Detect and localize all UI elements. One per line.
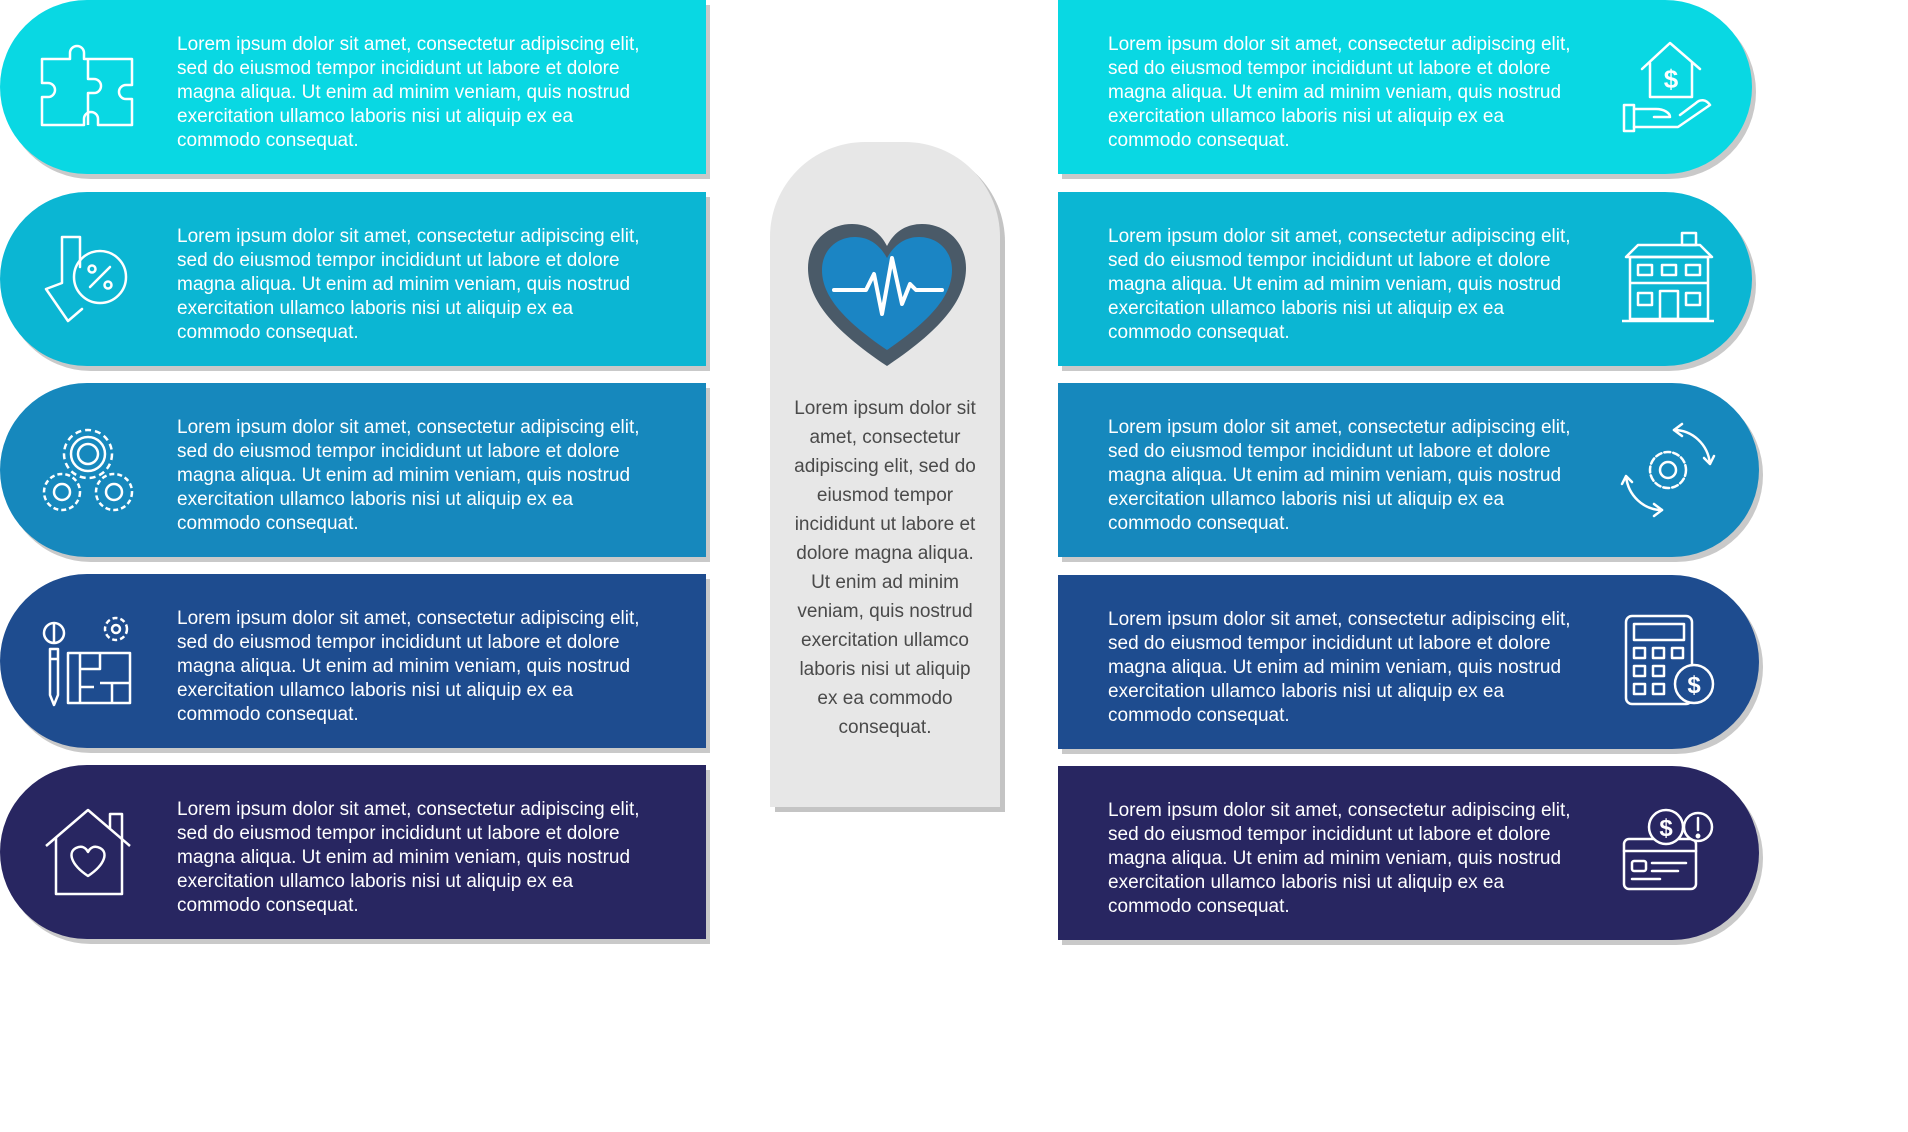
- building-icon: [1620, 231, 1716, 327]
- center-panel: [770, 142, 1000, 807]
- svg-text:$: $: [1663, 64, 1679, 94]
- right-card-5-text: Lorem ipsum dolor sit amet, consectetur adipiscing elit, sed do eiusmod tempor incididunt ut labore et dolore magna aliqua. Ut enim ad minim veniam, quis nostrud exercitation ullamco laboris nisi ut aliquip ex ea commodo consequat.: [1108, 800, 1571, 917]
- right-card-1: [1058, 0, 1752, 174]
- right-card-2-text: Lorem ipsum dolor sit amet, consectetur adipiscing elit, sed do eiusmod tempor incididunt ut labore et dolore magna aliqua. Ut enim ad minim veniam, quis nostrud exercitation ullamco laboris nisi ut aliquip ex ea commodo consequat.: [1108, 226, 1571, 343]
- gears-icon: [40, 422, 136, 518]
- left-card-4-text: Lorem ipsum dolor sit amet, consectetur adipiscing elit, sed do eiusmod tempor incididunt ut labore et dolore magna aliqua. Ut enim ad minim veniam, quis nostrud exercitation ullamco laboris nisi ut aliquip ex ea commodo consequat.: [177, 608, 640, 725]
- right-card-4: [1058, 575, 1759, 749]
- center-text: Lorem ipsum dolor sit amet, consectetur adipiscing elit, sed do eiusmod tempor incididunt ut labore et dolore magna aliqua. Ut enim ad minim veniam, quis nostrud exercitation ullamco laboris nisi ut aliquip ex ea commodo consequat.: [794, 398, 976, 738]
- left-card-5-text: Lorem ipsum dolor sit amet, consectetur adipiscing elit, sed do eiusmod tempor incididunt ut labore et dolore magna aliqua. Ut enim ad minim veniam, quis nostrud exercitation ullamco laboris nisi ut aliquip ex ea commodo consequat.: [177, 799, 640, 916]
- right-card-2: [1058, 192, 1752, 366]
- puzzle-icon: [40, 39, 136, 135]
- right-card-3: [1058, 383, 1759, 557]
- left-card-3-text: Lorem ipsum dolor sit amet, consectetur adipiscing elit, sed do eiusmod tempor incididunt ut labore et dolore magna aliqua. Ut enim ad minim veniam, quis nostrud exercitation ullamco laboris nisi ut aliquip ex ea commodo consequat.: [177, 417, 640, 534]
- calculator-dollar-icon: [1620, 614, 1716, 710]
- right-card-4-text: Lorem ipsum dolor sit amet, consectetur adipiscing elit, sed do eiusmod tempor incididunt ut labore et dolore magna aliqua. Ut enim ad minim veniam, quis nostrud exercitation ullamco laboris nisi ut aliquip ex ea commodo consequat.: [1108, 609, 1571, 726]
- blueprint-icon: [40, 613, 136, 709]
- svg-text:$: $: [1659, 815, 1673, 842]
- gear-cycle-icon: [1620, 422, 1716, 518]
- right-card-3-text: Lorem ipsum dolor sit amet, consectetur adipiscing elit, sed do eiusmod tempor incididunt ut labore et dolore magna aliqua. Ut enim ad minim veniam, quis nostrud exercitation ullamco laboris nisi ut aliquip ex ea commodo consequat.: [1108, 417, 1571, 534]
- heart-pulse-icon: [802, 218, 972, 373]
- left-card-5: [0, 765, 706, 939]
- card-dollar-alert-icon: [1620, 805, 1716, 901]
- house-dollar-hand-icon: [1620, 39, 1716, 135]
- right-card-1-text: Lorem ipsum dolor sit amet, consectetur adipiscing elit, sed do eiusmod tempor incididunt ut labore et dolore magna aliqua. Ut enim ad minim veniam, quis nostrud exercitation ullamco laboris nisi ut aliquip ex ea commodo consequat.: [1108, 34, 1571, 151]
- thumbs-down-percent-icon: [40, 231, 136, 327]
- left-card-2-text: Lorem ipsum dolor sit amet, consectetur adipiscing elit, sed do eiusmod tempor incididunt ut labore et dolore magna aliqua. Ut enim ad minim veniam, quis nostrud exercitation ullamco laboris nisi ut aliquip ex ea commodo consequat.: [177, 226, 640, 343]
- home-heart-icon: [40, 804, 136, 900]
- left-card-1: [0, 0, 706, 174]
- svg-text:$: $: [1687, 672, 1701, 699]
- left-card-2: [0, 192, 706, 366]
- left-card-1-text: Lorem ipsum dolor sit amet, consectetur adipiscing elit, sed do eiusmod tempor incididunt ut labore et dolore magna aliqua. Ut enim ad minim veniam, quis nostrud exercitation ullamco laboris nisi ut aliquip ex ea commodo consequat.: [177, 34, 640, 151]
- right-card-5: [1058, 766, 1759, 940]
- left-card-3: [0, 383, 706, 557]
- left-card-4: [0, 574, 706, 748]
